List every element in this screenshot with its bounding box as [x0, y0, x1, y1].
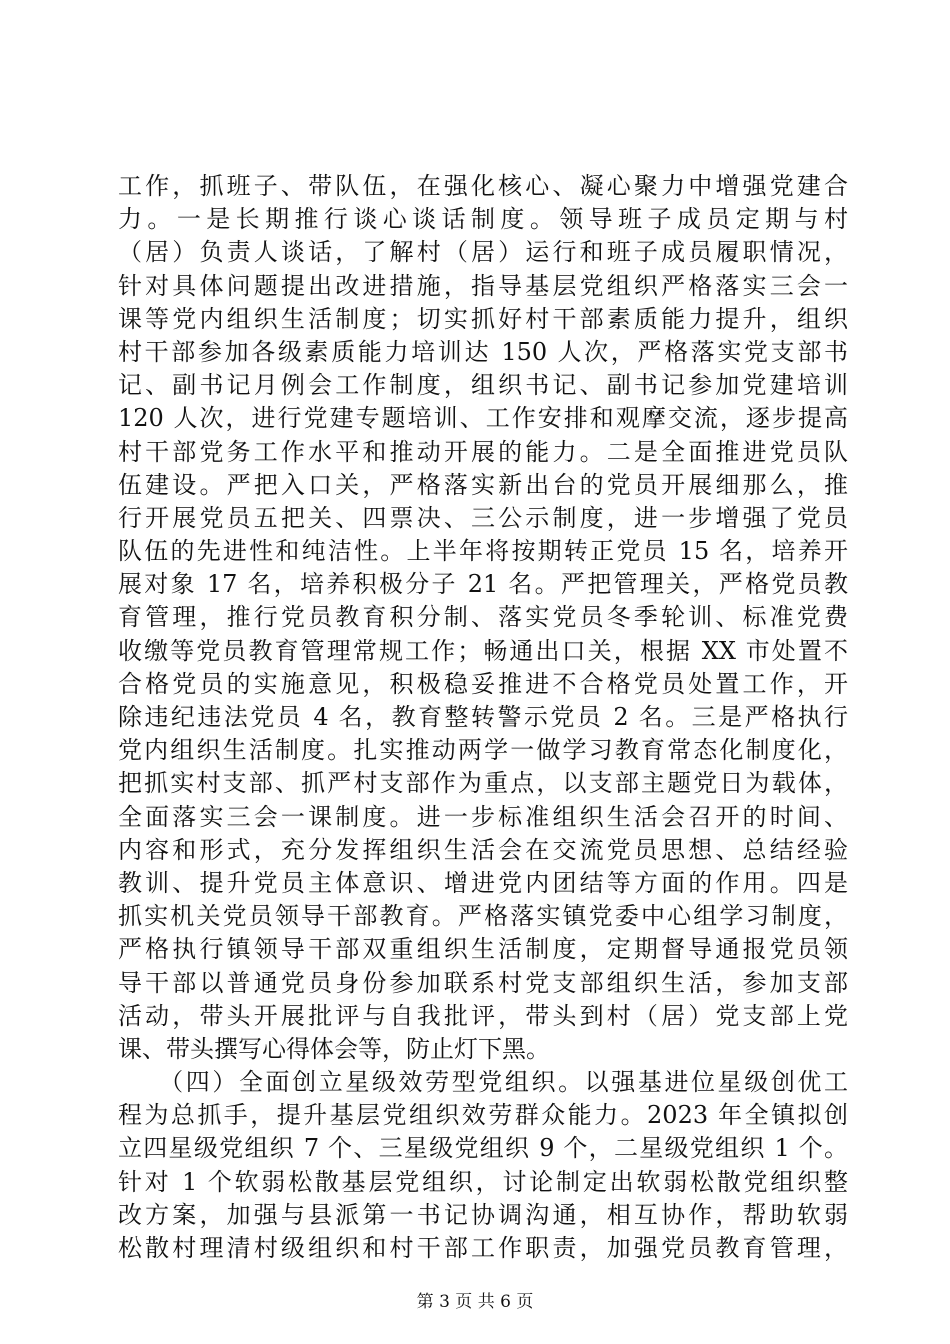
text-line: 针对具体问题提出改进措施，指导基层党组织严格落实三会一	[118, 271, 848, 300]
text-line: 党内组织生活制度。扎实推动两学一做学习教育常态化制度化，	[118, 736, 848, 765]
text-line: 内容和形式，充分发挥组织生活会在交流党员思想、总结经验	[118, 835, 848, 864]
text-line: 抓实机关党员领导干部教育。严格落实镇党委中心组学习制度，	[118, 902, 848, 931]
text-line: 活动，带头开展批评与自我批评，带头到村（居）党支部上党	[118, 1001, 848, 1030]
text-line: 收缴等党员教育管理常规工作；畅通出口关，根据 XX 市处置不	[118, 636, 848, 665]
text-line: 严格执行镇领导干部双重组织生活制度，定期督导通报党员领	[118, 935, 848, 964]
text-line: 村干部参加各级素质能力培训达 150 人次，严格落实党支部书	[118, 337, 848, 366]
text-line: 展对象 17 名，培养积极分子 21 名。严把管理关，严格党员教	[118, 570, 848, 599]
text-line: 课等党内组织生活制度；切实抓好村干部素质能力提升，组织	[118, 304, 848, 333]
text-line: 把抓实村支部、抓严村支部作为重点，以支部主题党日为载体，	[118, 769, 848, 798]
text-line: 合格党员的实施意见，积极稳妥推进不合格党员处置工作，开	[118, 669, 848, 698]
text-line: 育管理，推行党员教育积分制、落实党员冬季轮训、标准党费	[118, 603, 848, 632]
text-line: 针对 1 个软弱松散基层党组织，讨论制定出软弱松散党组织整	[118, 1167, 848, 1196]
text-line: （居）负责人谈话，了解村（居）运行和班子成员履职情况，	[118, 238, 848, 267]
text-line: 力。一是长期推行谈心谈话制度。领导班子成员定期与村	[118, 205, 848, 234]
text-line: 行开展党员五把关、四票决、三公示制度，进一步增强了党员	[118, 503, 848, 532]
text-line: 立四星级党组织 7 个、三星级党组织 9 个，二星级党组织 1 个。	[118, 1134, 848, 1163]
text-line: 改方案，加强与县派第一书记协调沟通，相互协作，帮助软弱	[118, 1200, 848, 1229]
text-line: 伍建设。严把入口关，严格落实新出台的党员开展细那么，推	[118, 470, 848, 499]
text-line: 全面落实三会一课制度。进一步标准组织生活会召开的时间、	[118, 802, 848, 831]
page-footer: 第 3 页 共 6 页	[416, 1292, 534, 1312]
text-line: 120 人次，进行党建专题培训、工作安排和观摩交流，逐步提高	[118, 404, 848, 433]
body-text	[118, 170, 848, 1265]
text-line: 队伍的先进性和纯洁性。上半年将按期转正党员 15 名，培养开	[118, 537, 848, 566]
text-line: 记、副书记月例会工作制度，组织书记、副书记参加党建培训	[118, 371, 848, 400]
text-line: 村干部党务工作水平和推动开展的能力。二是全面推进党员队	[118, 437, 848, 466]
text-line: 松散村理清村级组织和村干部工作职责，加强党员教育管理，	[118, 1234, 848, 1262]
text-line: （四）全面创立星级效劳型党组织。以强基进位星级创优工	[118, 1068, 848, 1097]
text-line: 导干部以普通党员身份参加联系村党支部组织生活，参加支部	[118, 968, 848, 997]
text-line: 程为总抓手，提升基层党组织效劳群众能力。2023 年全镇拟创	[118, 1101, 848, 1130]
text-line: 工作，抓班子、带队伍，在强化核心、凝心聚力中增强党建合	[118, 172, 848, 200]
text-line: 教训、提升党员主体意识、增进党内团结等方面的作用。四是	[118, 868, 848, 897]
text-line: 课、带头撰写心得体会等，防止灯下黑。	[118, 1034, 550, 1063]
text-line: 除违纪违法党员 4 名，教育整转警示党员 2 名。三是严格执行	[118, 703, 848, 731]
